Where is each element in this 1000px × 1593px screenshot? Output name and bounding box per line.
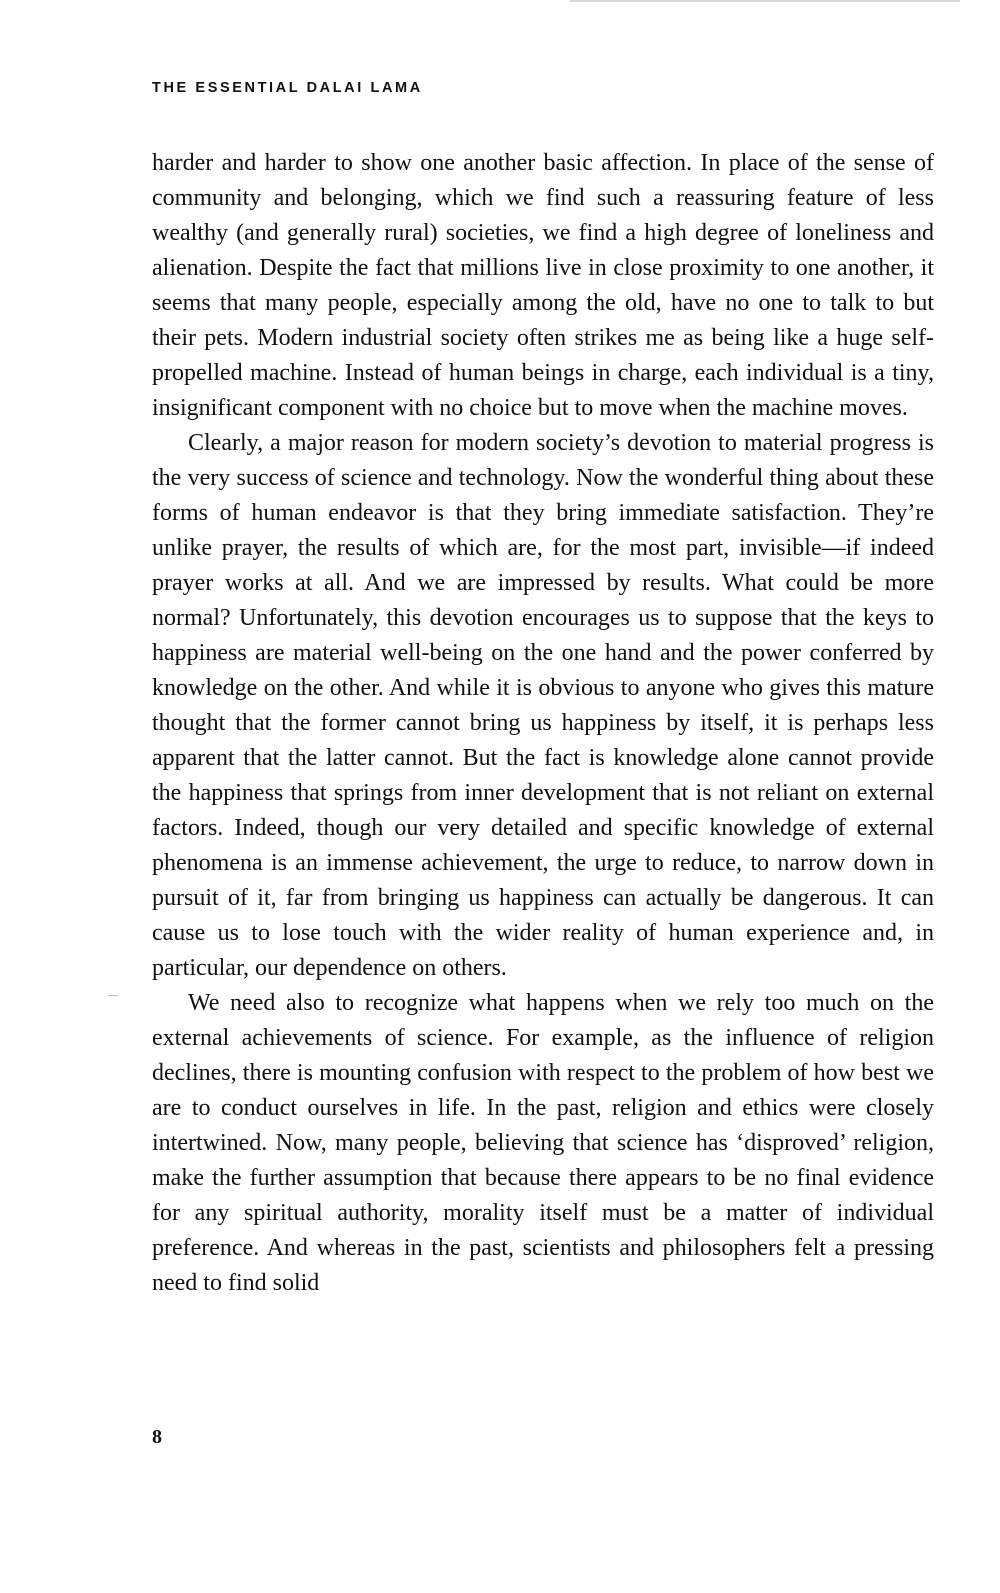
body-text: [152, 146, 934, 1301]
paragraph-3: We need also to recognize what happens when we rely too much on the external achievements of science. For example, as the influence of religion declines, there is mounting confusion with respect to the problem of how best we are to conduct ourselves in life. In the past, religion and ethics were closely intertwined. Now, many people, believing that science has ‘disproved’ religion, make the further assumption that because there appears to be no final evidence for any spiritual authority, morality itself must be a matter of individual preference. And whereas in the past, scientists and philosophers felt a pressing need to find solid: [152, 990, 934, 1296]
page-number: 8: [152, 1426, 162, 1448]
margin-mark: [108, 995, 118, 996]
paragraph-2: Clearly, a major reason for modern society’s devotion to material progress is the very success of science and technology. Now the wonderful thing about these forms of human endeavor is that they bring immediate satisfaction. They’re unlike prayer, the results of which are, for the most part, invisible—if indeed prayer works at all. And we are impressed by results. What could be more normal? Unfortunately, this devotion encourages us to suppose that the keys to happiness are material well-being on the one hand and the power conferred by knowledge on the other. And while it is obvious to anyone who gives this mature thought that the former cannot bring us happiness by itself, it is perhaps less apparent that the latter cannot. But the fact is knowledge alone cannot provide the happiness that springs from inner development that is not reliant on external factors. Indeed, though our very detailed and specific knowledge of external phenomena is an immense achievement, the urge to reduce, to narrow down in pursuit of it, far from bringing us happiness can actually be dangerous. It can cause us to lose touch with the wider reality of human experience and, in particular, our dependence on others.: [152, 430, 934, 981]
paragraph-1: harder and harder to show one another basic affection. In place of the sense of community and belonging, which we find such a reassuring feature of less wealthy (and generally rural) societies, we find a high degree of loneliness and alienation. Despite the fact that millions live in close proximity to one another, it seems that many people, especially among the old, have no one to talk to but their pets. Modern industrial society often strikes me as being like a huge self-propelled machine. Instead of human beings in charge, each individual is a tiny, insignificant component with no choice but to move when the machine moves.: [152, 150, 934, 421]
scan-edge-line: [570, 0, 960, 2]
running-header-title: THE ESSENTIAL DALAI LAMA: [152, 80, 423, 96]
